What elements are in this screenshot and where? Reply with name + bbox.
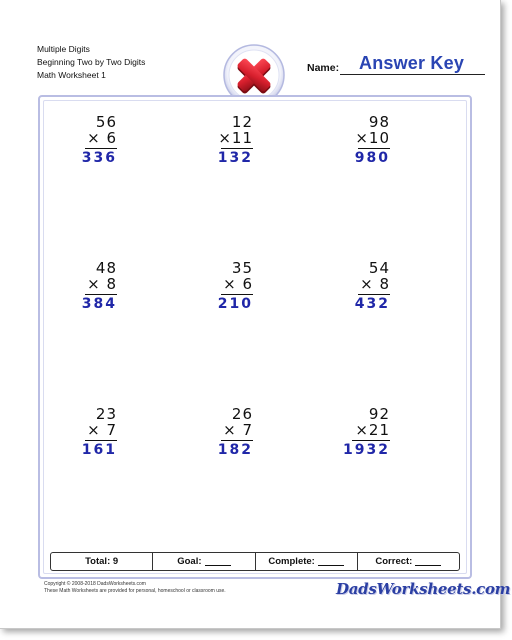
- product-rule: [352, 440, 390, 441]
- answer: 1932: [343, 442, 390, 458]
- product-rule: [85, 148, 117, 149]
- answer-key-label: Answer Key: [359, 53, 465, 73]
- product-rule: [221, 294, 253, 295]
- goal-blank: [205, 557, 231, 566]
- worksheet-title-block: [37, 43, 145, 82]
- goal-label: Goal:: [177, 556, 202, 567]
- total-cell: [51, 553, 153, 570]
- name-field: [307, 55, 485, 77]
- multiplier: ×11: [218, 129, 253, 147]
- answer: 182: [217, 442, 253, 458]
- problem-7: [37, 406, 117, 458]
- copyright-line-2: These Math Worksheets are provided for personal, homeschool or classroom use.: [44, 587, 226, 594]
- product-rule: [358, 148, 390, 149]
- multiplier: × 6: [87, 129, 117, 147]
- goal-cell: [153, 553, 255, 570]
- answer: 132: [217, 150, 253, 166]
- correct-cell: [358, 553, 459, 570]
- answer: 980: [354, 150, 390, 166]
- complete-blank: [318, 557, 344, 566]
- problems-frame: [38, 95, 472, 579]
- multiplicand: 12: [231, 113, 253, 131]
- multiplier: × 6: [223, 275, 253, 293]
- copyright-line-1: Copyright © 2008-2018 DadsWorksheets.com: [44, 581, 146, 587]
- problem-6: [310, 260, 390, 312]
- product-rule: [85, 294, 117, 295]
- multiplicand: 35: [231, 259, 253, 277]
- problem-4: [37, 260, 117, 312]
- problem-5: [173, 260, 253, 312]
- copyright-notice: [44, 581, 226, 594]
- multiplier: × 8: [360, 275, 390, 293]
- multiplier: × 8: [87, 275, 117, 293]
- title-line-2: Beginning Two by Two Digits: [37, 57, 146, 67]
- product-rule: [358, 294, 390, 295]
- problem-1: [37, 114, 117, 166]
- problem-3: [310, 114, 390, 166]
- problem-8: [173, 406, 253, 458]
- problem-2: [173, 114, 253, 166]
- multiplicand: 23: [95, 405, 117, 423]
- correct-label: Correct:: [375, 556, 413, 567]
- product-rule: [221, 440, 253, 441]
- complete-cell: [256, 553, 358, 570]
- problems-frame-inner: [43, 100, 467, 574]
- multiplier: × 7: [223, 421, 253, 439]
- multiplicand: 98: [368, 113, 390, 131]
- problem-9: [310, 406, 390, 458]
- brand-logo: DadsWorksheets.com: [336, 580, 511, 598]
- name-underline: [340, 74, 485, 75]
- complete-label: Complete:: [268, 556, 315, 567]
- answer: 432: [354, 296, 390, 312]
- title-line-1: Multiple Digits: [37, 44, 90, 54]
- answer: 161: [81, 442, 117, 458]
- multiplier: ×21: [355, 421, 390, 439]
- multiplicand: 48: [95, 259, 117, 277]
- multiplier: ×10: [355, 129, 390, 147]
- correct-blank: [415, 557, 441, 566]
- answer: 384: [81, 296, 117, 312]
- multiplicand: 92: [368, 405, 390, 423]
- total-label: Total: 9: [85, 556, 119, 567]
- product-rule: [221, 148, 253, 149]
- title-line-3: Math Worksheet 1: [37, 70, 106, 80]
- name-label: Name:: [307, 62, 340, 74]
- product-rule: [85, 440, 117, 441]
- multiplicand: 54: [368, 259, 390, 277]
- answer: 210: [217, 296, 253, 312]
- answer: 336: [81, 150, 117, 166]
- multiplicand: 56: [95, 113, 117, 131]
- multiplier: × 7: [87, 421, 117, 439]
- multiplicand: 26: [231, 405, 253, 423]
- score-bar: [50, 552, 460, 571]
